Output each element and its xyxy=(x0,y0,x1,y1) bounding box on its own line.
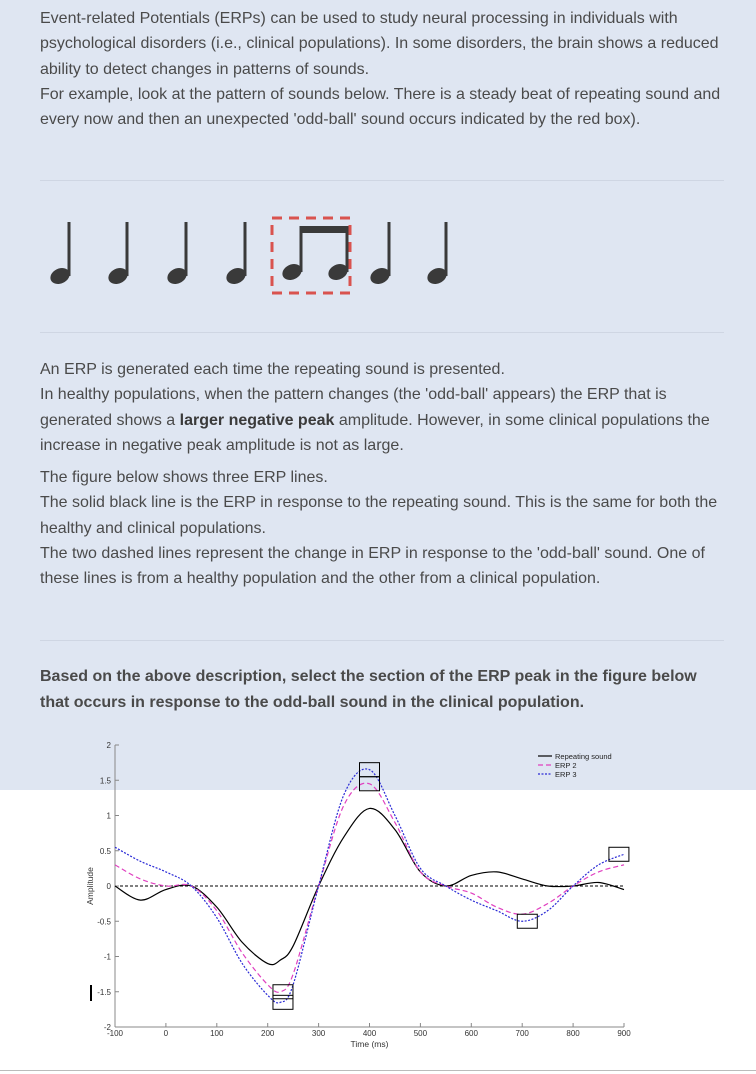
bottom-rule xyxy=(0,1070,756,1071)
y-tick-label: 0.5 xyxy=(99,846,111,856)
y-tick-label: -0.5 xyxy=(97,917,111,927)
x-tick-label: 600 xyxy=(464,1029,478,1038)
legend-label: ERP 2 xyxy=(555,761,577,770)
x-axis-label: Time (ms) xyxy=(350,1039,389,1049)
peak-selection-box[interactable] xyxy=(273,995,293,1009)
erp-line-1: An ERP is generated each time the repeating sound is presented. xyxy=(40,361,505,378)
x-tick-label: 700 xyxy=(515,1029,529,1038)
intro-line-1: Event-related Potentials (ERPs) can be used to study neural processing in individuals with psychological disorders (i.e., clinical populations). In some disorders, the brain shows a reduced ability to detect changes in patterns of sounds. xyxy=(40,10,719,78)
x-tick-label: 300 xyxy=(311,1029,326,1038)
musical-notes xyxy=(30,210,450,300)
separator-2 xyxy=(40,332,724,333)
figure-line-2: The solid black line is the ERP in response to the repeating sound. This is the same for both the healthy and clinical populations. xyxy=(40,494,718,537)
separator-3 xyxy=(40,640,724,641)
separator-1 xyxy=(40,180,724,181)
erp-description xyxy=(40,357,726,458)
intro-line-2: For example, look at the pattern of sounds below. There is a steady beat of repeating sound and every now and then an unexpected 'odd-ball' sound occurs indicated by the red box). xyxy=(40,85,721,129)
erp-chart xyxy=(0,730,756,1060)
y-tick-label: 1 xyxy=(106,811,111,821)
y-tick-label: -1 xyxy=(103,952,111,962)
quarter-note-stem xyxy=(388,222,391,276)
x-tick-label: 200 xyxy=(261,1029,275,1038)
intro-text xyxy=(40,6,726,132)
y-tick-label: -1.5 xyxy=(97,987,111,997)
series-line-erp-2 xyxy=(115,783,624,992)
quarter-note-stem xyxy=(126,222,129,276)
x-tick-label: 900 xyxy=(617,1029,631,1038)
peak-selection-box[interactable] xyxy=(360,763,380,777)
y-tick-label: -2 xyxy=(103,1023,111,1032)
figure-line-3: The two dashed lines represent the change in ERP in response to the 'odd-ball' sound. One of these lines is from a healthy population and the other from a clinical population. xyxy=(40,544,705,588)
eighth-note-beam xyxy=(300,226,349,233)
y-tick-label: 2 xyxy=(106,741,111,750)
y-axis-label: Amplitude xyxy=(85,867,95,905)
x-tick-label: 400 xyxy=(362,1029,377,1038)
quarter-note-stem xyxy=(185,222,188,276)
x-tick-label: 500 xyxy=(413,1029,428,1038)
erp-line-2-prefix: In healthy populations, when the pattern changes (the 'odd-ball' appears) the ERP that is generated shows a xyxy=(40,386,667,429)
legend-label: ERP 3 xyxy=(555,770,577,779)
figure-line-1: The figure below shows three ERP lines. xyxy=(40,469,328,486)
peak-selection-box[interactable] xyxy=(609,847,629,861)
erp-line-2-suffix: amplitude. However, in some clinical populations the increase in negative peak amplitude is not as large. xyxy=(40,411,710,454)
quarter-note-stem xyxy=(445,222,448,276)
peak-selection-box[interactable] xyxy=(517,914,537,928)
y-tick-label: 1.5 xyxy=(99,776,111,786)
x-tick-label: 800 xyxy=(566,1029,580,1038)
y-tick-label: 0 xyxy=(106,882,111,891)
legend-label: Repeating sound xyxy=(555,752,612,761)
figure-description xyxy=(40,465,726,591)
peak-selection-box[interactable] xyxy=(360,777,380,791)
question-text: Based on the above description, select the section of the ERP peak in the figure below that occurs in response to the odd-ball sound in the clinical population. xyxy=(40,668,697,711)
x-tick-label: 100 xyxy=(210,1029,224,1038)
quarter-note-stem xyxy=(244,222,247,276)
x-tick-label: -100 xyxy=(106,1029,124,1038)
quarter-note-stem xyxy=(68,222,71,276)
x-tick-label: 0 xyxy=(163,1029,169,1038)
text-cursor xyxy=(90,985,92,1001)
erp-line-2-bold: larger negative peak xyxy=(179,411,335,429)
